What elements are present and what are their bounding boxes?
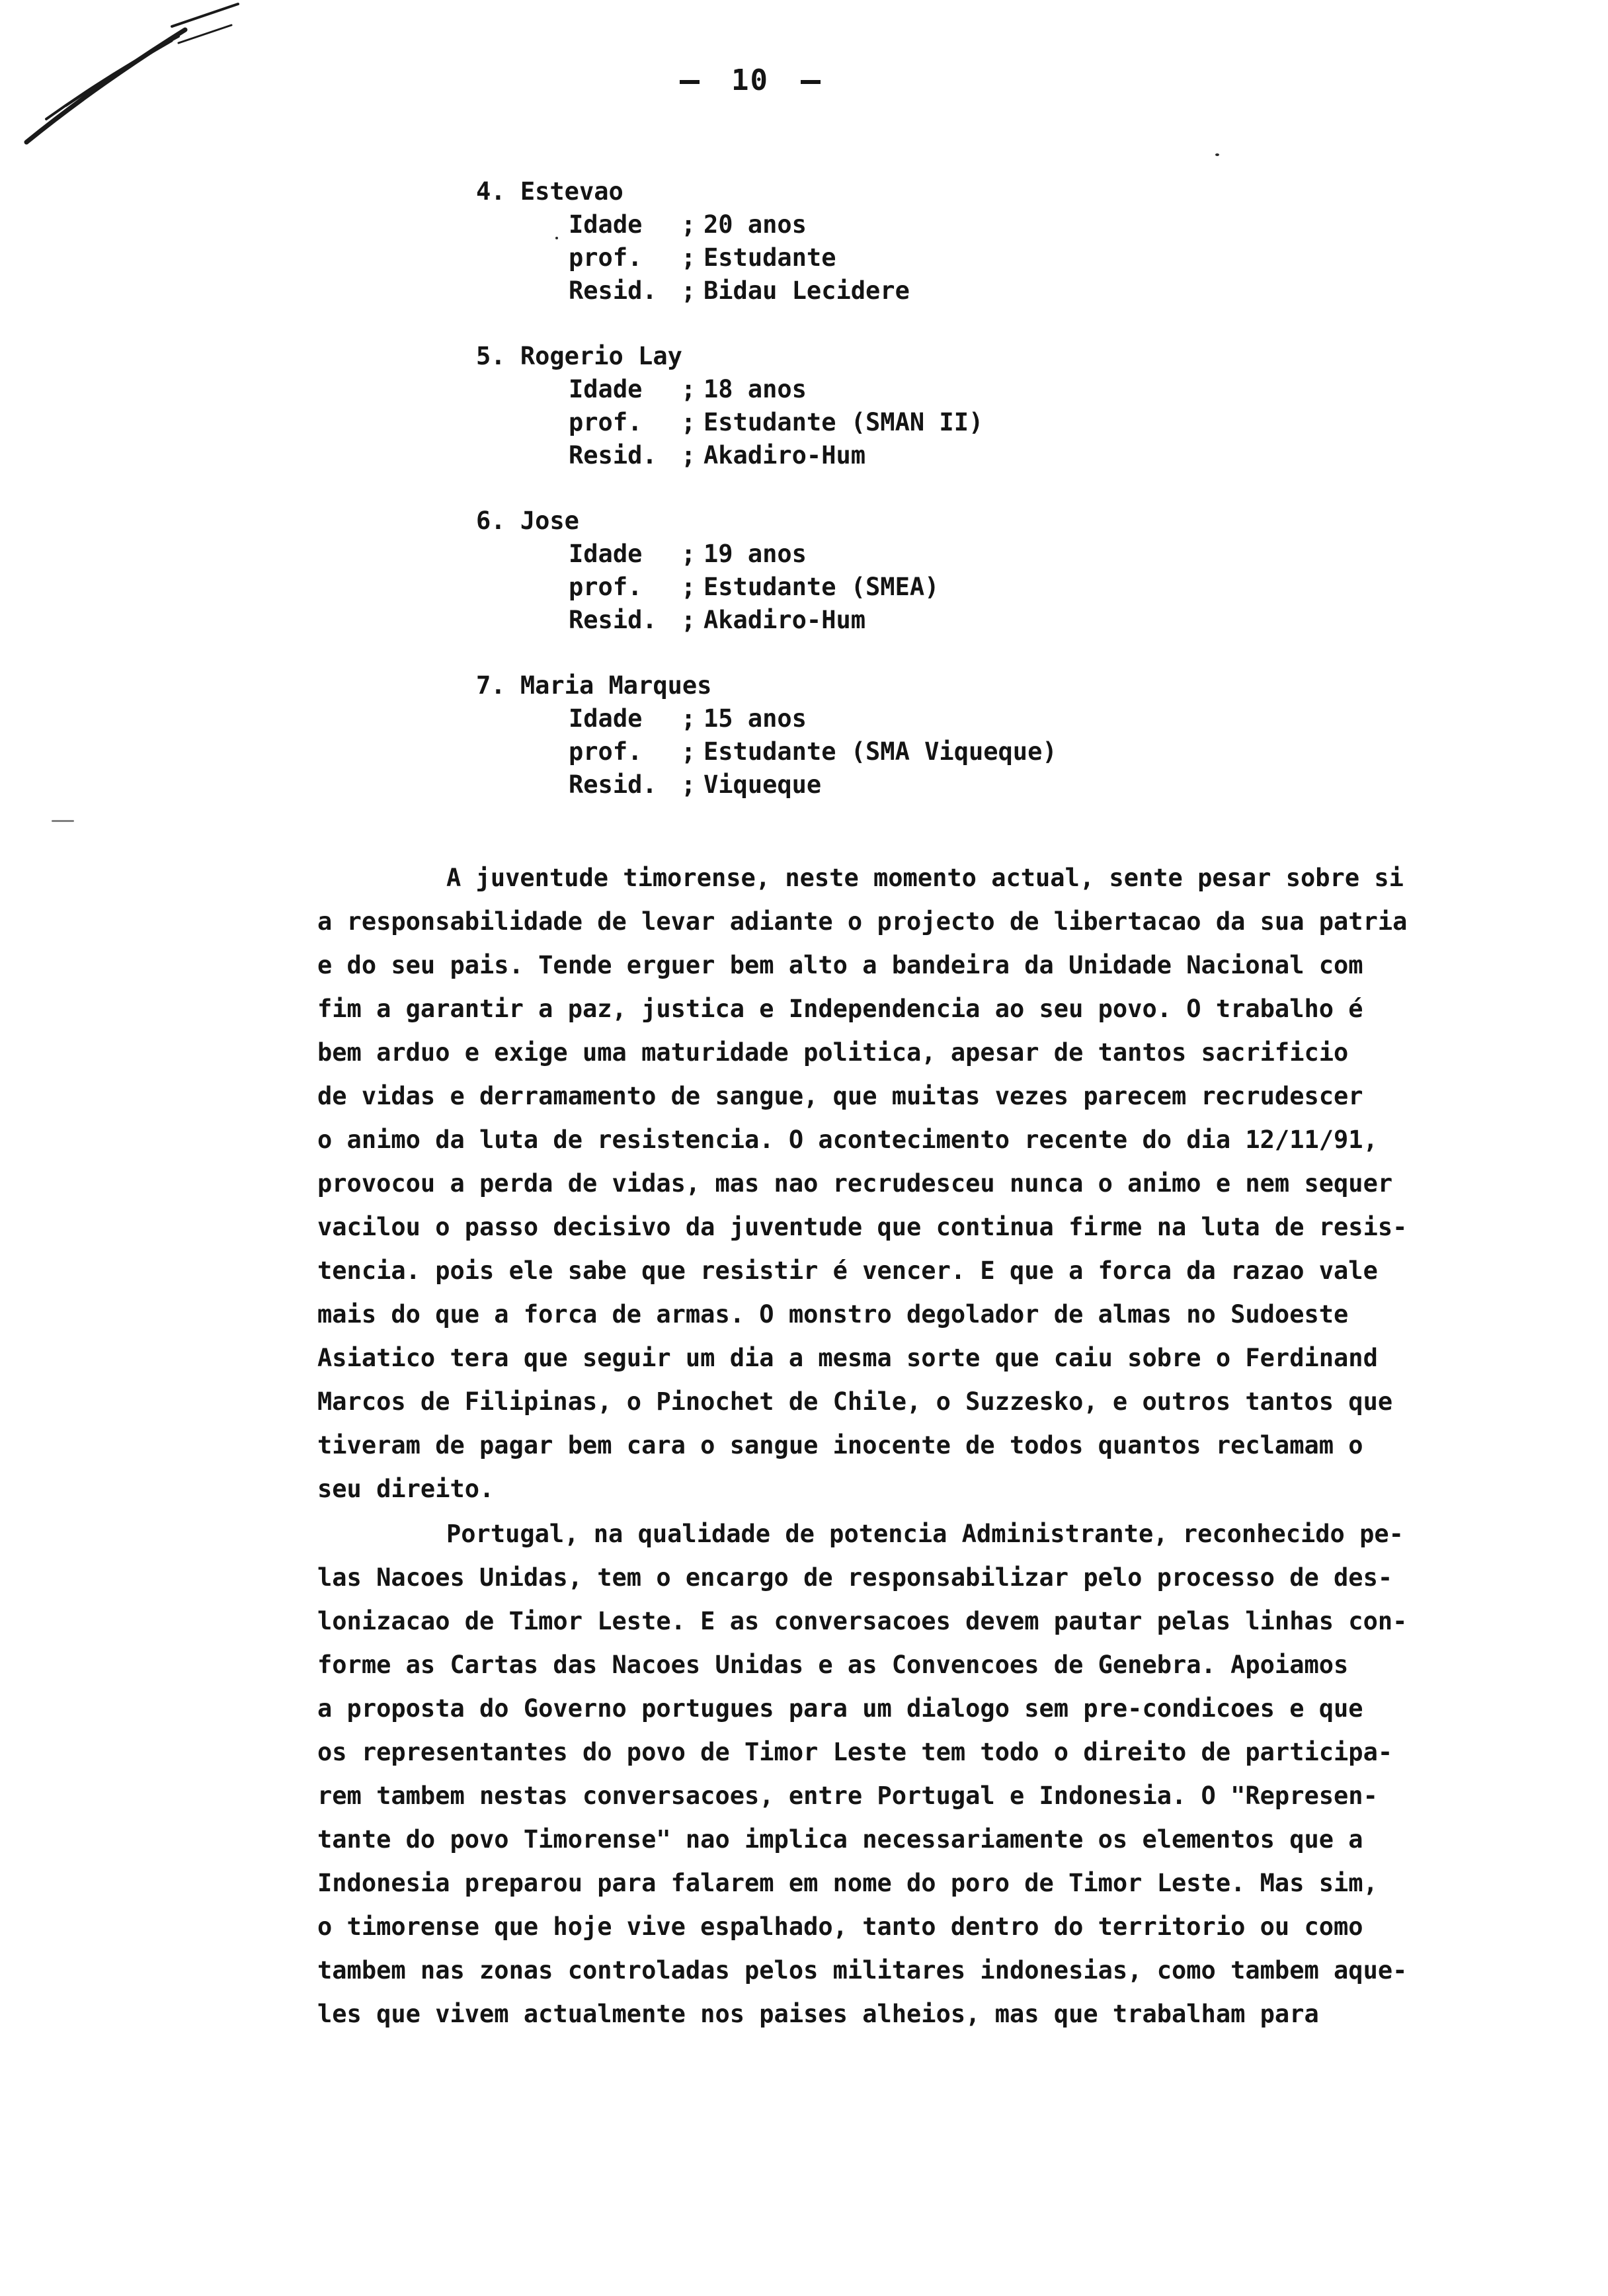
field-label: Idade <box>569 704 643 733</box>
field-label: prof. <box>569 737 643 766</box>
field-value: 18 anos <box>704 375 807 403</box>
person-name: Estevao <box>520 177 623 206</box>
ink-speck <box>555 237 558 239</box>
age-field: Idade ; 15 anos <box>476 702 1057 735</box>
person-name-line <box>476 669 1057 702</box>
field-label: Resid. <box>569 441 657 470</box>
paragraph-portugal <box>317 1512 1534 2036</box>
text-line: tiveram de pagar bem cara o sangue inocente de todos quantos reclamam o <box>317 1431 1363 1459</box>
age-field: Idade ; 20 anos <box>476 208 1057 241</box>
person-entry <box>476 505 1057 637</box>
person-list <box>476 175 1057 834</box>
person-name-line <box>476 505 1057 538</box>
field-value: Estudante (SMA Viqueque) <box>704 737 1057 766</box>
text-line: tante do povo Timorense" nao implica necessariamente os elementos que a <box>317 1825 1363 1854</box>
age-field: Idade ; 19 anos <box>476 538 1057 571</box>
field-value: Bidau Lecidere <box>704 276 910 305</box>
field-label: Resid. <box>569 276 657 305</box>
profession-field: prof. ; Estudante (SMAN II) <box>476 406 1057 439</box>
field-value: Estudante (SMEA) <box>704 573 940 601</box>
dash-right <box>801 80 821 84</box>
person-number: 6. <box>476 507 506 535</box>
age-field: Idade ; 18 anos <box>476 373 1057 406</box>
person-name: Rogerio Lay <box>520 342 682 370</box>
person-name: Jose <box>520 507 579 535</box>
person-number: 7. <box>476 671 506 700</box>
text-line: o timorense que hoje vive espalhado, tanto dentro do territorio ou como <box>317 1912 1363 1941</box>
page-number <box>648 63 852 97</box>
field-label: Resid. <box>569 606 657 634</box>
text-line: fim a garantir a paz, justica e Independencia ao seu povo. O trabalho é <box>317 995 1363 1023</box>
text-line: tencia. pois ele sabe que resistir é vencer. E que a forca da razao vale <box>317 1256 1378 1285</box>
text-line: a responsabilidade de levar adiante o projecto de libertacao da sua patria <box>317 907 1408 936</box>
field-label: Idade <box>569 210 643 239</box>
text-line: rem tambem nestas conversacoes, entre Portugal e Indonesia. O "Represen- <box>317 1782 1378 1810</box>
residence-field: Resid. ; Akadiro-Hum <box>476 604 1057 637</box>
person-number: 4. <box>476 177 506 206</box>
text-line: o animo da luta de resistencia. O acontecimento recente do dia 12/11/91, <box>317 1126 1378 1154</box>
profession-field: prof. ; Estudante <box>476 241 1057 274</box>
field-value: Akadiro-Hum <box>704 606 866 634</box>
person-entry <box>476 175 1057 308</box>
profession-field: prof. ; Estudante (SMEA) <box>476 571 1057 604</box>
text-line: e do seu pais. Tende erguer bem alto a bandeira da Unidade Nacional com <box>317 951 1363 979</box>
ink-speck <box>52 820 74 822</box>
text-line: lonizacao de Timor Leste. E as conversacoes devem pautar pelas linhas con- <box>317 1607 1408 1635</box>
text-line: les que vivem actualmente nos paises alheios, mas que trabalham para <box>317 2000 1319 2028</box>
field-value: Estudante (SMAN II) <box>704 408 984 436</box>
person-number: 5. <box>476 342 506 370</box>
text-line: Asiatico tera que seguir um dia a mesma sorte que caiu sobre o Ferdinand <box>317 1344 1378 1372</box>
field-label: Idade <box>569 540 643 568</box>
field-value: 15 anos <box>704 704 807 733</box>
text-line: a proposta do Governo portugues para um dialogo sem pre-condicoes e que <box>317 1694 1363 1723</box>
profession-field: prof. ; Estudante (SMA Viqueque) <box>476 735 1057 768</box>
text-line: A juventude timorense, neste momento actual, sente pesar sobre si <box>446 864 1404 892</box>
text-line: tambem nas zonas controladas pelos militares indonesias, como tambem aque- <box>317 1956 1408 1985</box>
text-line: bem arduo e exige uma maturidade politica, apesar de tantos sacrificio <box>317 1038 1349 1067</box>
text-line: de vidas e derramamento de sangue, que muitas vezes parecem recrudescer <box>317 1082 1363 1110</box>
field-value: Akadiro-Hum <box>704 441 866 470</box>
person-entry <box>476 340 1057 472</box>
pen-scribble-mark <box>20 0 258 159</box>
residence-field: Resid. ; Bidau Lecidere <box>476 274 1057 308</box>
text-line: Marcos de Filipinas, o Pinochet de Chile, o Suzzesko, e outros tantos que <box>317 1387 1393 1416</box>
page-number-text: 10 <box>731 63 769 97</box>
field-label: prof. <box>569 243 643 272</box>
field-label: prof. <box>569 408 643 436</box>
field-label: Idade <box>569 375 643 403</box>
text-line: provocou a perda de vidas, mas nao recrudesceu nunca o animo e nem sequer <box>317 1169 1393 1198</box>
field-label: Resid. <box>569 770 657 799</box>
text-line: las Nacoes Unidas, tem o encargo de responsabilizar pelo processo de des- <box>317 1563 1393 1592</box>
residence-field: Resid. ; Akadiro-Hum <box>476 439 1057 472</box>
person-name-line <box>476 175 1057 208</box>
ink-speck <box>1215 153 1219 156</box>
text-line: seu direito. <box>317 1475 495 1503</box>
residence-field: Resid. ; Viqueque <box>476 768 1057 801</box>
text-line: vacilou o passo decisivo da juventude que continua firme na luta de resis- <box>317 1213 1408 1241</box>
field-value: Viqueque <box>704 770 822 799</box>
text-line: forme as Cartas das Nacoes Unidas e as Convencoes de Genebra. Apoiamos <box>317 1651 1349 1679</box>
dash-left <box>680 80 700 84</box>
text-line: os representantes do povo de Timor Leste tem todo o direito de participa- <box>317 1738 1393 1766</box>
field-value: Estudante <box>704 243 836 272</box>
field-value: 20 anos <box>704 210 807 239</box>
paragraph-youth <box>317 856 1534 1511</box>
field-label: prof. <box>569 573 643 601</box>
text-line: Portugal, na qualidade de potencia Administrante, reconhecido pe- <box>446 1520 1404 1548</box>
person-name-line <box>476 340 1057 373</box>
text-line: Indonesia preparou para falarem em nome do poro de Timor Leste. Mas sim, <box>317 1869 1378 1897</box>
person-name: Maria Marques <box>520 671 712 700</box>
person-entry <box>476 669 1057 801</box>
text-line: mais do que a forca de armas. O monstro degolador de almas no Sudoeste <box>317 1300 1349 1329</box>
field-value: 19 anos <box>704 540 807 568</box>
body-text <box>317 856 1534 2036</box>
